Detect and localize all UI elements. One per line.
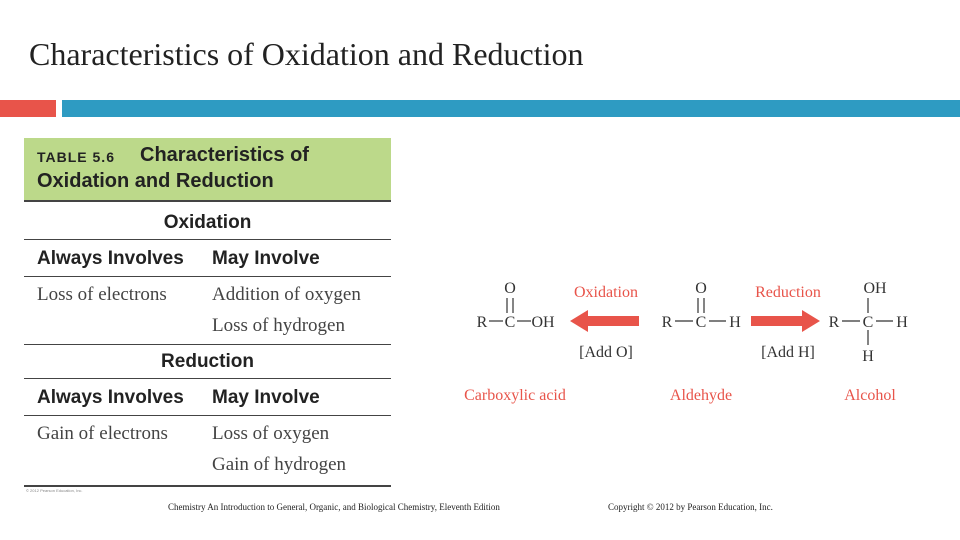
compound-name-carboxylic-acid: Carboxylic acid [464, 387, 566, 404]
oxidation-may-item: Addition of oxygen [212, 284, 361, 305]
atom-label: R [661, 314, 673, 331]
table-rule [24, 239, 391, 240]
oxidation-always-item: Loss of electrons [37, 284, 167, 305]
table-caption [37, 142, 367, 194]
table-rule [24, 344, 391, 345]
atom-label: C [504, 314, 516, 331]
oxidation-heading: Oxidation [163, 212, 252, 233]
reduction-col-may: May Involve [212, 387, 320, 408]
alcohol-structure [829, 280, 909, 365]
reduction-label: Reduction [755, 284, 821, 301]
oxidation-col-always: Always Involves [37, 248, 184, 269]
atom-label: H [862, 348, 874, 365]
characteristics-table [24, 138, 391, 489]
atom-label: C [862, 314, 874, 331]
reduction-heading: Reduction [161, 351, 254, 372]
aldehyde-structure [662, 280, 742, 331]
table-header [24, 138, 391, 200]
atom-label: C [695, 314, 707, 331]
redox-diagram [440, 270, 940, 420]
reduction-may-item: Gain of hydrogen [212, 454, 347, 475]
oxidation-may-item: Loss of hydrogen [212, 315, 345, 336]
atom-label: H [729, 314, 741, 331]
compound-name-aldehyde: Aldehyde [669, 387, 733, 404]
table-rule [24, 378, 391, 379]
atom-label: O [695, 280, 707, 297]
oxidation-col-may: May Involve [212, 248, 320, 269]
footer-copyright: Copyright © 2012 by Pearson Education, Inc. [608, 502, 773, 512]
accent-bar-red [0, 100, 56, 117]
table-rule [24, 415, 391, 416]
atom-label: R [828, 314, 840, 331]
atom-label: OH [531, 314, 555, 331]
oxidation-label: Oxidation [574, 284, 638, 301]
table-rule [24, 485, 391, 487]
table-credit: © 2012 Pearson Education, Inc. [26, 488, 83, 493]
add-hydrogen-label: [Add H] [761, 344, 815, 361]
atom-label: O [504, 280, 516, 297]
atom-label: OH [863, 280, 887, 297]
reduction-arrow [751, 310, 820, 332]
compound-name-alcohol: Alcohol [844, 387, 896, 404]
table-caption-line1: Characteristics of [140, 144, 309, 166]
slide-title: Characteristics of Oxidation and Reduction [29, 36, 584, 72]
accent-bar-blue [62, 100, 960, 117]
oxidation-arrow [570, 310, 639, 332]
atom-label: H [896, 314, 908, 331]
atom-label: R [476, 314, 488, 331]
carboxylic-acid-structure [477, 280, 555, 331]
table-rule [24, 200, 391, 202]
add-oxygen-label: [Add O] [579, 344, 633, 361]
reduction-col-always: Always Involves [37, 387, 184, 408]
reduction-always-item: Gain of electrons [37, 423, 168, 444]
reduction-may-item: Loss of oxygen [212, 423, 330, 444]
redox-diagram-svg [440, 270, 940, 420]
footer-book-title: Chemistry An Introduction to General, Organic, and Biological Chemistry, Eleventh Edition [168, 502, 500, 512]
table-caption-line2: Oxidation and Reduction [37, 170, 274, 192]
table-number: TABLE 5.6 [37, 149, 115, 165]
table-rule [24, 276, 391, 277]
